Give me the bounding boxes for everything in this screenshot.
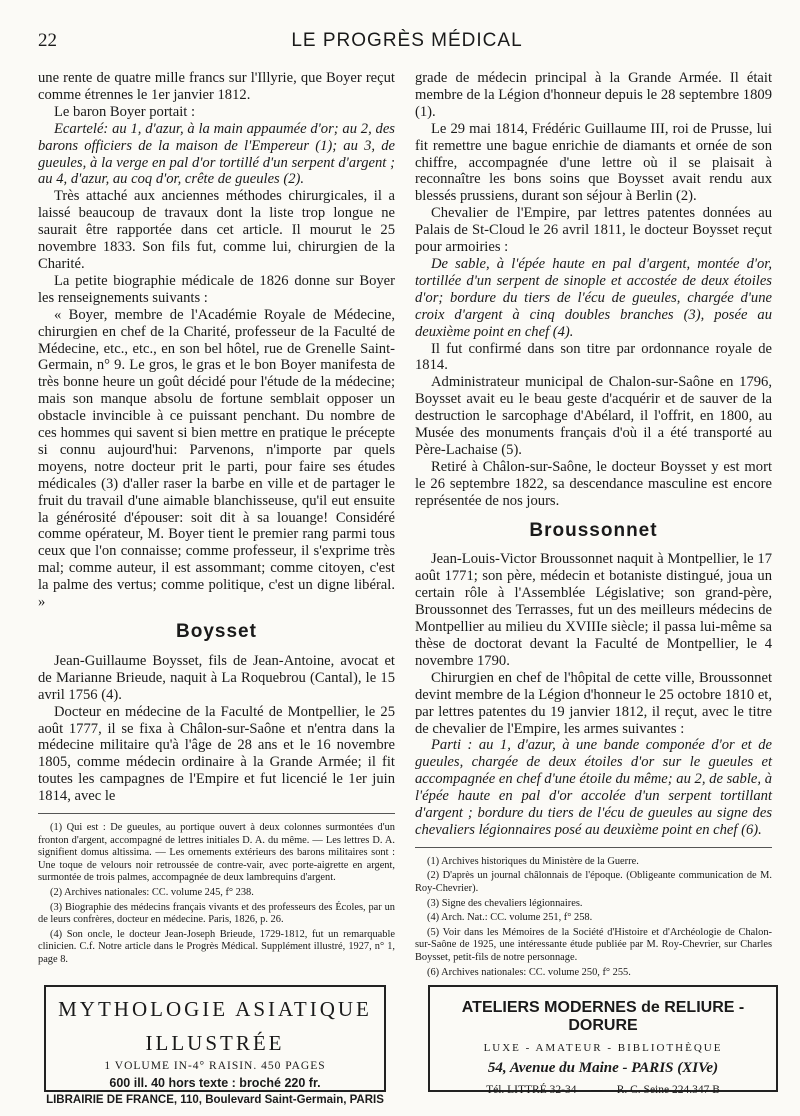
footnote: (2) Archives nationales: CC. volume 245, f° 238. (50, 887, 254, 899)
ad-address: 54, Avenue du Maine - PARIS (XIVe) (487, 1060, 719, 1076)
quotation: « Boyer, membre de l'Académie Royale de Médecine, chirurgien en chef de la Charité, professeur de la Faculté de Médecine, etc., etc., en son bel hôtel, rue de Grenelle Saint-Germain, n° 9. Le gros, le gras et le bon Boyer manifesta de très bonne heure un goût décidé pour l'étude de la médecine; mais son manque absolu de fortune semblait opposer un obstacle invincible à ce puissant penchant. Du nombre de ces hommes qui savent si bien mettre en pratique le précepte si connu aujourd'hui: Parvenons, n'importe par quels moyens, notre docteur prit le parti, pour faire ses études médicales (3) d'aller raser la barbe en ville et de partager le fruit du travail d'une aimable blanchisseuse, qu'il eut ensuite la générosité d'épouser: soit dit à sa louange! Considéré comme opérateur, M. Boyer tient le premier rang parmi tous ceux que l'on connaisse; comme professeur, il s'exprime très mal; comme auteur, il est assommant; comme citoyen, c'est la palme des vertus; comme politique, c'est un digne libéral. » (38, 306, 395, 611)
paragraph: Très attaché aux anciennes méthodes chirurgicales, il a laissé beaucoup de travaux dont la liste trop longue ne saurait être rapportée dans cet article. Il mourut le 25 novembre 1833. Son fils fut, comme lui, chirurgien de la Charité. (38, 188, 395, 272)
paragraph: Le baron Boyer portait : (54, 103, 196, 120)
footnote-divider (38, 813, 395, 814)
footnotes-right (415, 856, 772, 979)
footnote: (3) Signe des chevaliers légionnaires. (427, 897, 583, 909)
paragraph: Chevalier de l'Empire, par lettres patentes données au Palais de St-Cloud le 26 avril 1811, le docteur Boysset reçut pour armoiries : (415, 205, 772, 256)
advertisement-reliure (428, 985, 778, 1096)
paragraph: Jean-Guillaume Boysset, fils de Jean-Antoine, avocat et de Marianne Brieude, naquit à La Roquebrou (Cantal), le 15 avril 1756 (4). (38, 652, 395, 703)
paragraph: Retiré à Châlon-sur-Saône, le docteur Boysset y est mort le 26 septembre 1822, sa descendance masculine est encore représentée de nos jours. (415, 458, 772, 509)
ad-title: ATELIERS MODERNES de RELIURE - DORURE (461, 999, 745, 1034)
ad-dash: — (590, 1084, 603, 1096)
footnote: (3) Biographie des médecins français vivants et des professeurs des Écoles, par un de leurs confrères, docteur en médecine. Paris, 1826, p. 26. (38, 901, 395, 926)
ad-footer (430, 1084, 776, 1096)
footnote: (1) Qui est : De gueules, au portique ouvert à deux colonnes surmontées d'un fronton d'argent, accompagné de lettres initiales D. A. du même. — Les lettres D. A. signifient domus altissima. — Les ornements extérieurs des barons militaires sont : Une toque de velours noir retroussée de contre-vair, avec porte-aigrette en argent, surmontée de trois palmes, accompagnée de deux lambrequins d'argent. (38, 822, 395, 884)
footnote: (4) Arch. Nat.: CC. volume 251, f° 258. (427, 912, 593, 924)
ad-publisher: LIBRAIRIE DE FRANCE, 110, Boulevard Saint-Germain, PARIS (46, 1094, 384, 1106)
paragraph: une rente de quatre mille francs sur l'Illyrie, que Boyer reçut comme étrennes le 1er janvier 1812. (38, 70, 395, 103)
footnote: (1) Archives historiques du Ministère de la Guerre. (427, 855, 639, 867)
paragraph: grade de médecin principal à la Grande Armée. Il était membre de la Légion d'honneur depuis le 28 septembre 1809 (1). (415, 70, 772, 120)
footnote-divider (415, 847, 772, 848)
advertisement-mythologie (44, 985, 386, 1106)
ad-price-line: 600 ill. 40 hors texte : broché 220 fr. (109, 1076, 321, 1090)
coat-of-arms-text: Parti : au 1, d'azur, à une bande componée d'or et de gueules, chargée de deux étoiles d'or sur le gueules et accompagnée en chef d'une étoile du même; au 2, de sable, à l'épée haute en pal d'or accolée d'un serpent tortillant d'argent ; bordure du tiers de l'écu de gueules au signe des chevaliers légionnaires posé au deuxième point en chef (6). (415, 737, 772, 838)
left-column (38, 70, 395, 969)
ad-subtitle: 1 VOLUME IN-4° RAISIN. 450 PAGES (104, 1060, 326, 1072)
footnote: (4) Son oncle, le docteur Jean-Joseph Brieude, 1729-1812, fut un remarquable clinicien. C.f. Notre article dans le Progrès Médical. Supplément illustré, 1927, n° 1, page 8. (38, 928, 395, 965)
paragraph: Docteur en médecine de la Faculté de Montpellier, le 25 août 1777, il se fixa à Châlon-sur-Saône et n'entra dans la médecine militaire qu'à l'âge de 28 ans et le 16 novembre 1805, comme médecin ordinaire à la Grande Armée; il fit toutes les campagnes de l'Empire et fut licencié le 1er juin 1814, avec le (38, 703, 395, 805)
page-header (38, 30, 776, 58)
ad-subtitle: LUXE - AMATEUR - BIBLIOTHÈQUE (483, 1042, 723, 1054)
ad-title-line1: MYTHOLOGIE ASIATIQUE (58, 997, 372, 1021)
paragraph: Le 29 mai 1814, Frédéric Guillaume III, roi de Prusse, lui fit remettre une bague enrichie de diamants et ornée de son chiffre, accompagnée d'une lettre où il se plaisait à reconnaître les bons soins que Boysset avait rendu aux blessés prussiens, durant son séjour à Berlin (2). (415, 120, 772, 205)
right-column (415, 70, 772, 981)
paragraph: Jean-Louis-Victor Broussonnet naquit à Montpellier, le 17 août 1771; son père, médecin et botaniste distingué, joua un certain rôle à l'Assemblée Législative; son grand-père, Broussonnet des Terrasses, fut un des meilleurs médecins de Montpellier au milieu du XVIIIe siècle; il passa lui-même sa thèse de doctorat devant la Faculté de Montpellier, le 4 novembre 1790. (415, 551, 772, 669)
footnotes-left (38, 822, 395, 967)
coat-of-arms-text: Ecartelé: au 1, d'azur, à la main appaumée d'or; au 2, des barons officiers de la maison de l'Empereur (1); au 3, de gueules, à la verge en pal d'or tortillé d'un serpent d'argent ; au 4, d'azur, au coq d'or, crête de gueules (2). (38, 120, 395, 188)
ad-phone: Tél. LITTRÉ 32-34 (486, 1084, 577, 1096)
paragraph: Administrateur municipal de Chalon-sur-Saône en 1796, Boysset avait eu le beau geste d'acquérir et de sauver de la destruction le sarcophage d'Abélard, il l'offrit, en 1800, au Musée des monuments français d'où il a été transporté au Père-Lachaise (5). (415, 374, 772, 458)
footnote: (5) Voir dans les Mémoires de la Société d'Histoire et d'Archéologie de Chalon-sur-Saône de 1925, une intéressante étude publiée par M. Roy-Chevrier, sur Charles Boysset, petit-fils de notre personnage. (415, 926, 772, 964)
paragraph: Il fut confirmé dans son titre par ordonnance royale de 1814. (415, 340, 772, 374)
ad-registry: R. C. Seine 224.347 B (616, 1084, 720, 1096)
ad-title-line2: ILLUSTRÉE (145, 1031, 285, 1055)
footnote: (2) D'après un journal châlonnais de l'époque. (Obligeante communication de M. Roy-Chevrier). (415, 870, 772, 895)
section-title-boysset: Boysset (176, 621, 257, 642)
paragraph: Chirurgien en chef de l'hôpital de cette ville, Broussonnet devint membre de la Légion d'honneur le 25 octobre 1810 et, par lettres patentes du 19 janvier 1812, il reçut, avec le titre de chevalier de l'Empire, les armes suivantes : (415, 669, 772, 737)
journal-title: LE PROGRÈS MÉDICAL (291, 30, 523, 51)
footnote: (6) Archives nationales: CC. volume 250, f° 255. (427, 966, 631, 978)
paragraph: La petite biographie médicale de 1826 donne sur Boyer les renseignements suivants : (38, 272, 395, 306)
page-number: 22 (38, 30, 57, 51)
coat-of-arms-text: De sable, à l'épée haute en pal d'argent, montée d'or, tortillée d'un serpent de sinople et accostée de deux étoiles d'or; bordure du tiers de l'écu de gueules, chargée d'une croix d'argent à cinq doubles branches (3), posée au deuxième point en chef (4). (415, 255, 772, 340)
section-title-broussonnet: Broussonnet (529, 519, 658, 541)
